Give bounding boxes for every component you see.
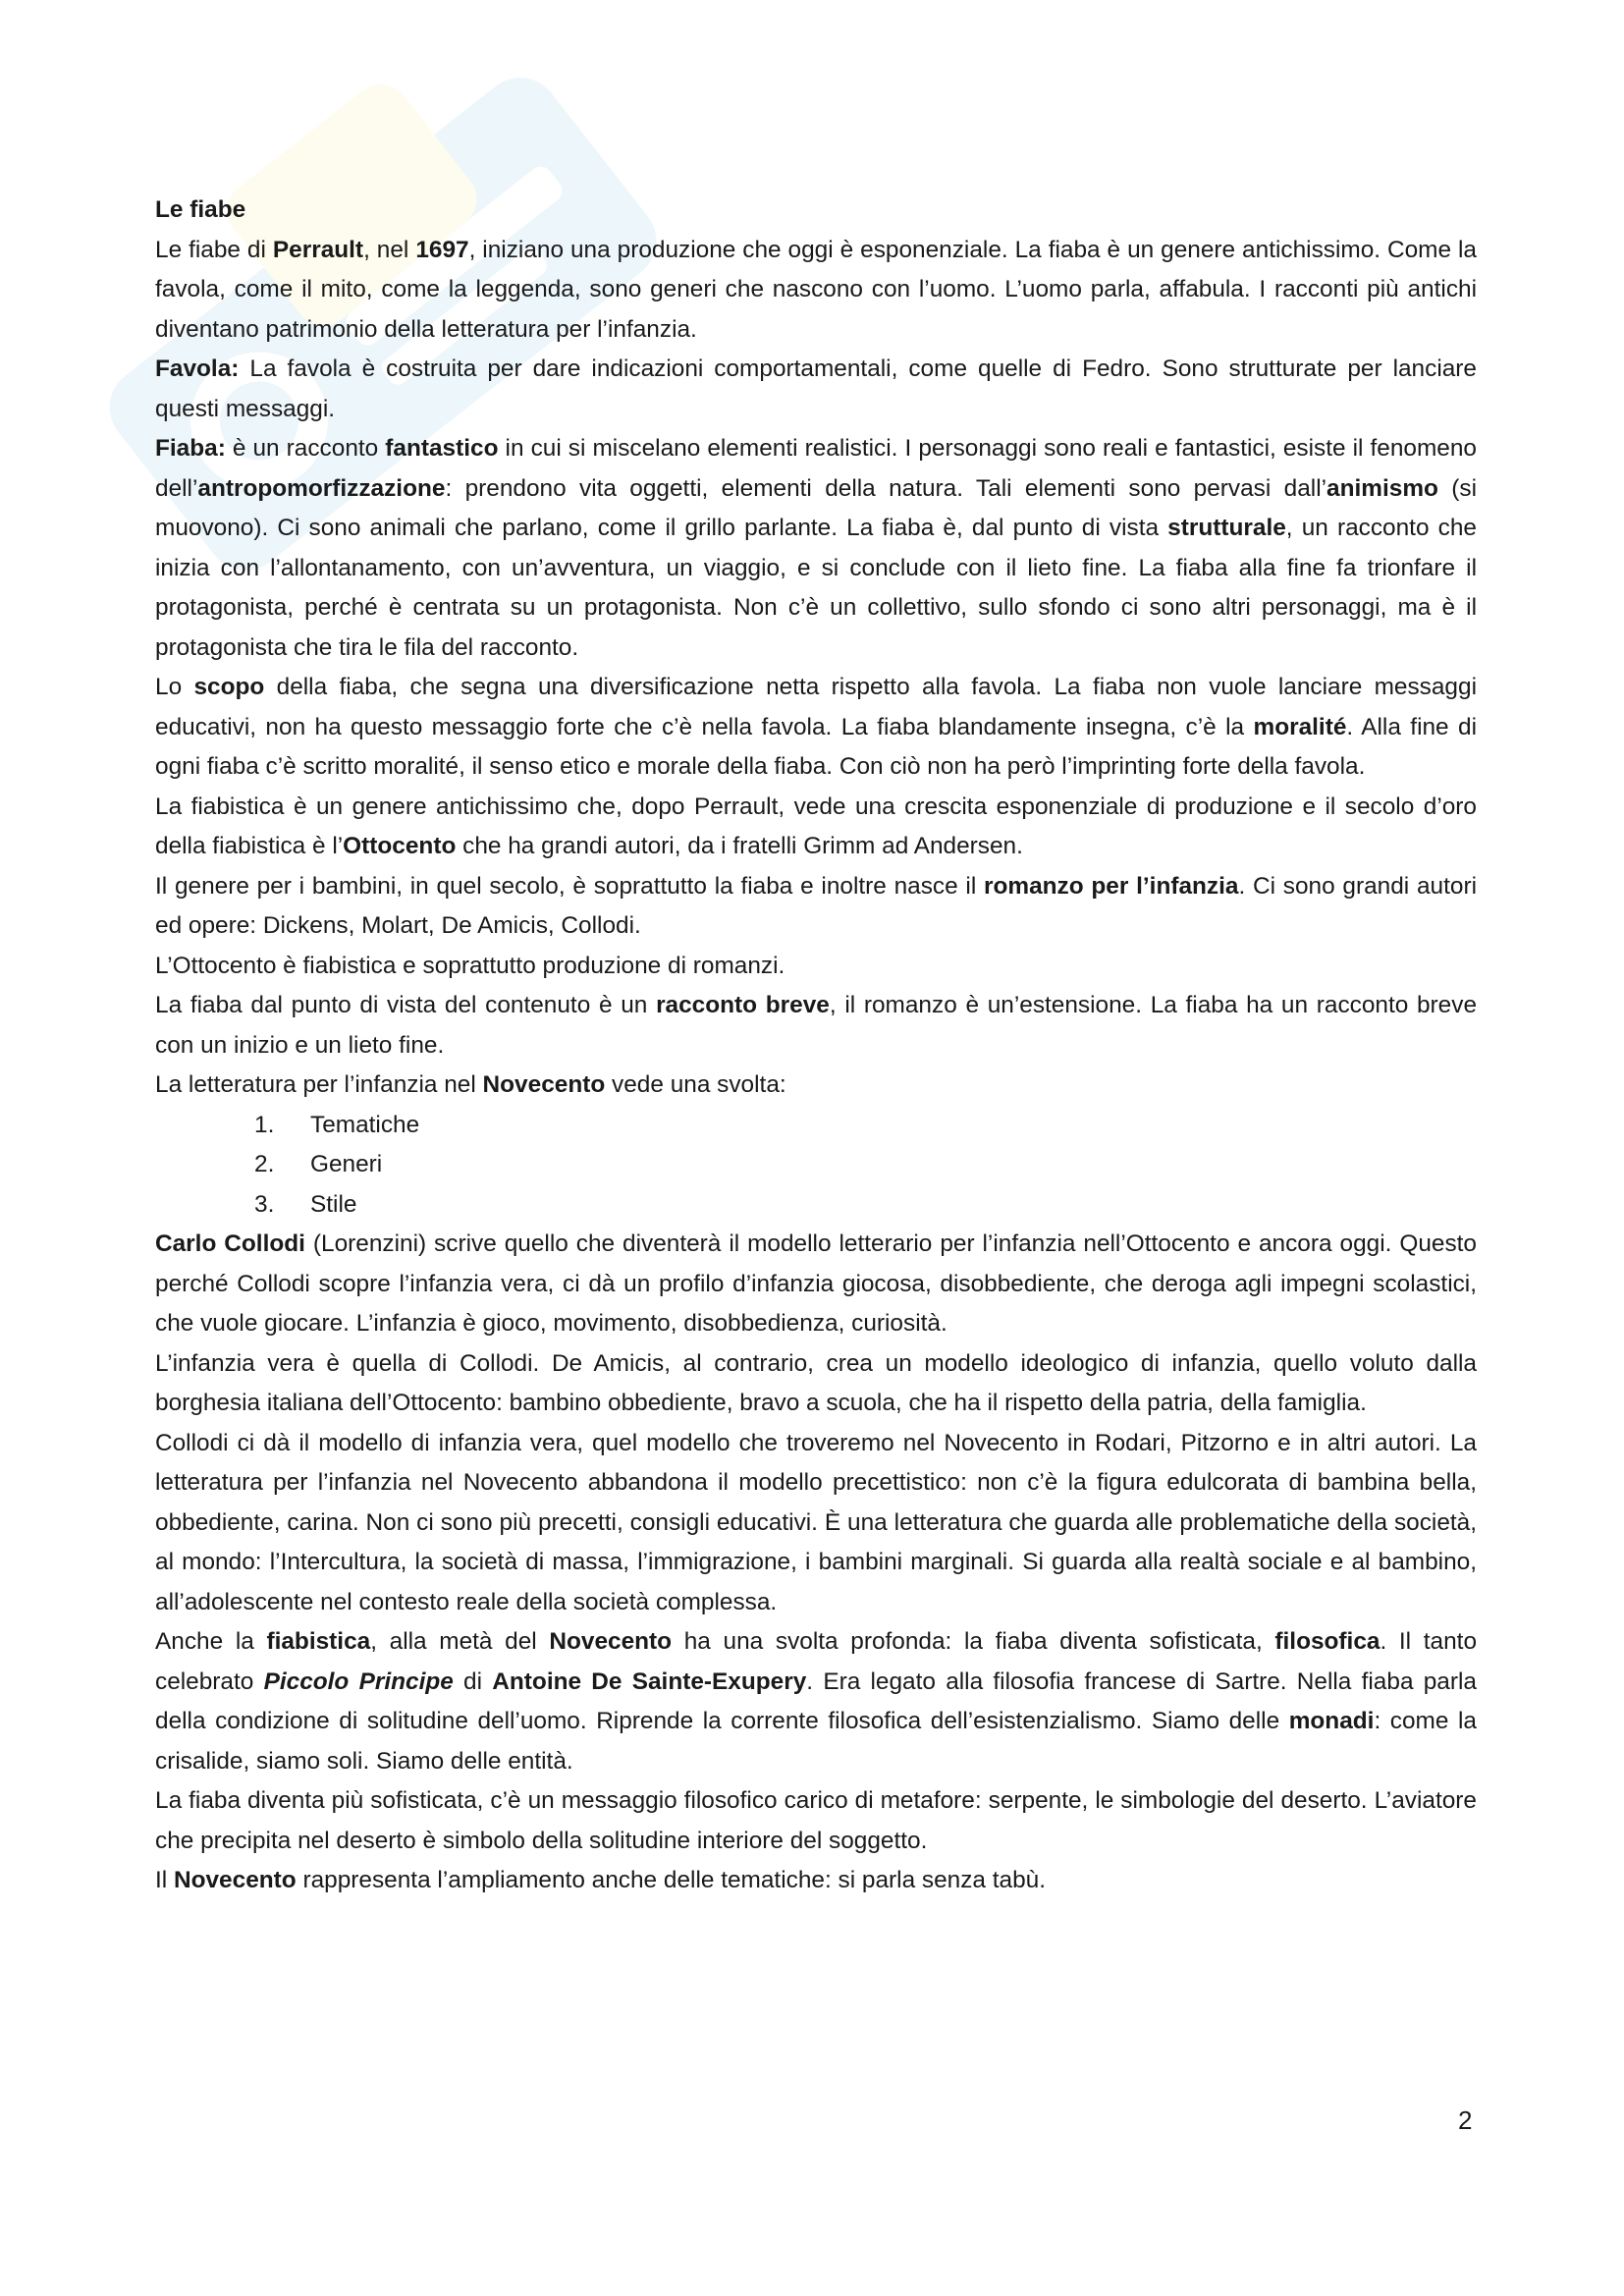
bold-term: scopo [193,674,265,700]
text-run: , nel [363,236,416,263]
numbered-list [155,1106,1477,1226]
bold-term: Novecento [549,1628,673,1655]
paragraph-scopo [155,668,1477,788]
paragraph-fiaba [155,429,1477,668]
text-run: in cui si miscelano elementi realistici. I personaggi sono reali e fantastici, esiste il fenomeno dell’ [155,435,1477,502]
text-run: , il romanzo è un’estensione. La fiaba ha un racconto breve con un inizio e un lieto fine. [155,992,1478,1059]
paragraph-perrault [155,231,1477,351]
bold-term: filosofica [1274,1628,1380,1655]
list-number: 1. [254,1111,275,1138]
text-run: , iniziano una produzione che oggi è esponenziale. La fiaba è un genere antichissimo. Come la favola, come il mito, come la leggenda, sono generi che nascono con l’uomo. L’uomo parla, affabula. I racconti più antichi diventano patrimonio della letteratura per l’infanzia. [155,236,1477,343]
paragraph-metafore [155,1781,1477,1861]
text-run: . Ci sono grandi autori ed opere: Dickens, Molart, De Amicis, Collodi. [155,872,1477,939]
text-run: Lo [155,674,194,700]
text-run: Il [155,1867,174,1893]
paragraph-piccolo-principe [155,1622,1477,1781]
text-run: Il genere per i bambini, in quel secolo, è soprattutto la fiaba e inoltre nasce il [155,872,985,900]
bold-term: monadi [1288,1708,1375,1734]
paragraph-racconto-breve [155,986,1477,1066]
bold-term: Carlo Collodi [155,1230,305,1257]
text-run: della fiaba, che segna una diversificazione netta rispetto alla favola. La fiaba non vuole lanciare messaggi educativi, non ha questo messaggio forte che c’è nella favola. La fiaba blandamente insegna, c’è la [155,674,1477,740]
bold-term: Perrault [272,236,364,263]
paragraph-tematiche [155,1861,1477,1901]
text-run: (Lorenzini) scrive quello che diventerà il modello letterario per l’infanzia nell’Ottocento e ancora oggi. Questo perché Collodi scopre l’infanzia vera, ci dà un profilo d’infanzia giocosa, disobbediente, che deroga agli impegni scolastici, che vuole giocare. L’infanzia è gioco, movimento, disobbedienza, curiosità. [155,1230,1477,1337]
bold-term: animismo [1326,474,1438,502]
bold-term: fiabistica [266,1628,371,1655]
text-run: . Alla fine di ogni fiaba c’è scritto moralité, il senso etico e morale della fiaba. Con ciò non ha però l’imprinting forte della favola. [155,713,1478,780]
text-run: L’Ottocento è fiabistica e soprattutto produzione di romanzi. [155,952,785,979]
list-item-label: Tematiche [310,1111,420,1138]
text-run: : prendono vita oggetti, elementi della natura. Tali elementi sono pervasi dall’ [445,474,1327,502]
text-run: La fiaba diventa più sofisticata, c’è un messaggio filosofico carico di metafore: serpente, le simbologie del deserto. L’aviatore che precipita nel deserto è simbolo della solitudine interiore del soggetto. [155,1787,1477,1854]
bold-term: Novecento [173,1867,297,1893]
text-run: vede una svolta: [605,1071,786,1098]
page-number: 2 [1458,2105,1473,2135]
bold-term: 1697 [415,236,469,263]
text-run: (si muovono). Ci sono animali che parlano, come il grillo parlante. La fiaba è, dal punto di vista [155,474,1477,541]
text-run: che ha grandi autori, da i fratelli Grimm ad Andersen. [456,833,1023,859]
bold-term: strutturale [1167,515,1286,541]
list-item-label: Generi [310,1151,383,1177]
document-body [155,191,1477,1901]
paragraph-fiabistica [155,788,1477,867]
text-run: Le fiabe di [155,236,273,263]
bold-term: moralité [1253,713,1347,740]
bold-term: Antoine De Sainte-Exupery [492,1667,807,1695]
bold-term: fantastico [385,435,499,462]
paragraph-de-amicis [155,1344,1477,1424]
bold-term: racconto breve [656,992,830,1018]
text-run: La letteratura per l’infanzia nel [155,1071,483,1098]
text-run: Anche la [155,1628,267,1655]
paragraph-romanzo [155,867,1477,947]
list-number: 2. [254,1151,275,1177]
text-run: La fiabistica è un genere antichissimo che, dopo Perrault, vede una crescita esponenziale di produzione e il secolo d’oro della fiabistica è l’ [155,793,1477,859]
text-run: : come la crisalide, siamo soli. Siamo delle entità. [155,1708,1477,1775]
bold-term: antropomorfizzazione [197,474,446,502]
paragraph-favola [155,350,1477,429]
text-run: è un racconto [225,435,386,462]
list-item [254,1145,1477,1185]
paragraph-infanzia-vera [155,1424,1477,1623]
list-item [254,1185,1477,1226]
text-run: di [453,1667,493,1695]
list-item [254,1106,1477,1146]
paragraph-collodi [155,1225,1477,1344]
list-item-label: Stile [310,1190,357,1218]
document-title: Le fiabe [155,196,246,223]
text-run: , un racconto che inizia con l’allontanamento, con un’avventura, un viaggio, e si conclude con il lieto fine. La fiaba alla fine fa trionfare il protagonista, perché è centrata su un protagonista. Non c’è un collettivo, sullo sfondo ci sono altri personaggi, ma è il protagonista che tira le fila del racconto. [155,515,1477,661]
paragraph-ottocento [155,947,1477,987]
bold-italic-title: Piccolo Principe [263,1667,454,1695]
bold-term: romanzo per l’infanzia [984,872,1239,900]
list-number: 3. [254,1190,275,1218]
text-run: Collodi ci dà il modello di infanzia vera, quel modello che troveremo nel Novecento in Rodari, Pitzorno e in altri autori. La letteratura per l’infanzia nel Novecento abbandona il modello precettistico: non c’è la figura edulcorata di bambina bella, obbediente, carina. Non ci sono più precetti, consigli educativi. È una letteratura che guarda alle problematiche della società, al mondo: l’Intercultura, la società di massa, l’immigrazione, i bambini marginali. Si guarda alla realtà sociale e al bambino, all’adolescente nel contesto reale della società complessa. [155,1429,1477,1615]
bold-term: Fiaba: [155,435,226,462]
text-run: La favola è costruita per dare indicazioni comportamentali, come quelle di Fedro. Sono strutturate per lanciare questi messaggi. [155,355,1477,422]
text-run: . Il tanto celebrato [155,1628,1478,1695]
text-run: ha una svolta profonda: la fiaba diventa sofisticata, [672,1628,1275,1655]
bold-term: Favola: [155,355,240,382]
bold-term: Ottocento [343,833,457,859]
text-run: L’infanzia vera è quella di Collodi. De Amicis, al contrario, crea un modello ideologico di infanzia, quello voluto dalla borghesia italiana dell’Ottocento: bambino obbediente, bravo a scuola, che ha il rispetto della patria, della famiglia. [155,1349,1477,1416]
text-run: . Era legato alla filosofia francese di Sartre. Nella fiaba parla della condizione di solitudine dell’uomo. Riprende la corrente filosofica dell’esistenzialismo. Siamo delle [155,1667,1477,1734]
paragraph-novecento-svolta [155,1066,1477,1106]
bold-term: Novecento [482,1071,606,1098]
text-run: rappresenta l’ampliamento anche delle tematiche: si parla senza tabù. [296,1867,1047,1893]
text-run: La fiaba dal punto di vista del contenuto è un [155,992,657,1018]
text-run: , alla metà del [370,1628,550,1655]
